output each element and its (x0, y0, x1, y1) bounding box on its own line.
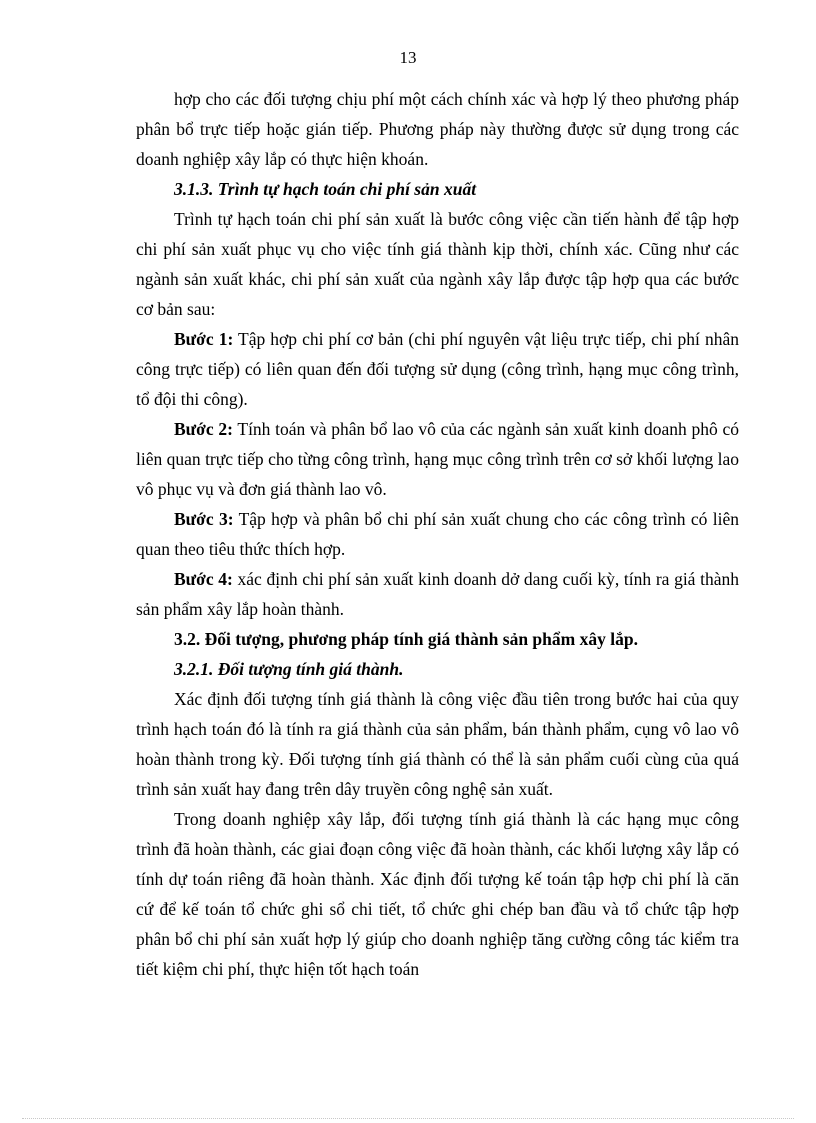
step-2-text: Tính toán và phân bổ lao vô của các ngành sản xuất kinh doanh phô có liên quan trực tiếp cho từng công trình, hạng mục công trình trên cơ sở khối lượng lao vô phục vụ và đơn giá thành lao vô. (136, 419, 739, 499)
step-3-text: Tập hợp và phân bổ chi phí sản xuất chung cho các công trình có liên quan theo tiêu thức thích hợp. (136, 509, 739, 559)
page-number: 13 (399, 48, 417, 67)
document-body (136, 84, 739, 984)
step-1-text: Tập hợp chi phí cơ bản (chi phí nguyên vật liệu trực tiếp, chi phí nhân công trực tiếp) có liên quan đến đối tượng sử dụng (công trình, hạng mục công trình, tổ đội thi công). (136, 329, 739, 409)
paragraph-costing-object: Xác định đối tượng tính giá thành là công việc đầu tiên trong bước hai của quy trình hạch toán đó là tính ra giá thành của sản phẩm, bán thành phẩm, cụng vô lao vô hoàn thành trong kỳ. Đối tượng tính giá thành có thể là sản phẩm cuối cùng của quá trình sản xuất hay đang trên dây truyền công nghệ sản xuất. (136, 689, 739, 799)
section-heading-3-1-3: 3.1.3. Trình tự hạch toán chi phí sản xuất (174, 179, 477, 199)
paragraph-procedure-intro: Trình tự hạch toán chi phí sản xuất là bước công việc cần tiến hành để tập hợp chi phí sản xuất phục vụ cho việc tính giá thành kịp thời, chính xác. Cũng như các ngành sản xuất khác, chi phí sản xuất của ngành xây lắp được tập hợp qua các bước cơ bản sau: (136, 209, 739, 319)
section-heading-3-2: 3.2. Đối tượng, phương pháp tính giá thành sản phẩm xây lắp. (174, 629, 638, 649)
step-4-paragraph (136, 564, 739, 624)
paragraph-construction-enterprise: Trong doanh nghiệp xây lắp, đối tượng tính giá thành là các hạng mục công trình đã hoàn thành, các giai đoạn công việc đã hoàn thành, các khối lượng xây lắp có tính dự toán riêng đã hoàn thành. Xác định đối tượng kế toán tập hợp chi phí là căn cứ để kế toán tổ chức ghi sổ chi tiết, tổ chức ghi chép ban đầu và tổ chức tập hợp phân bổ chi phí sản xuất hợp lý giúp cho doanh nghiệp tăng cường công tác kiểm tra tiết kiệm chi phí, thực hiện tốt hạch toán (136, 809, 739, 979)
step-1-label: Bước 1: (174, 329, 234, 349)
section-heading-3-2-1: 3.2.1. Đối tượng tính giá thành. (174, 659, 404, 679)
step-4-text: xác định chi phí sản xuất kinh doanh dở dang cuối kỳ, tính ra giá thành sản phẩm xây lắp hoàn thành. (136, 569, 739, 619)
step-3-label: Bước 3: (174, 509, 234, 529)
step-2-label: Bước 2: (174, 419, 233, 439)
step-2-paragraph (136, 414, 739, 504)
step-4-label: Bước 4: (174, 569, 233, 589)
paragraph-continuation: hợp cho các đối tượng chịu phí một cách chính xác và hợp lý theo phương pháp phân bổ trực tiếp hoặc gián tiếp. Phương pháp này thường được sử dụng trong các doanh nghiệp xây lắp có thực hiện khoán. (136, 89, 739, 169)
page-bottom-divider (22, 1118, 794, 1119)
step-1-paragraph (136, 324, 739, 414)
step-3-paragraph (136, 504, 739, 564)
